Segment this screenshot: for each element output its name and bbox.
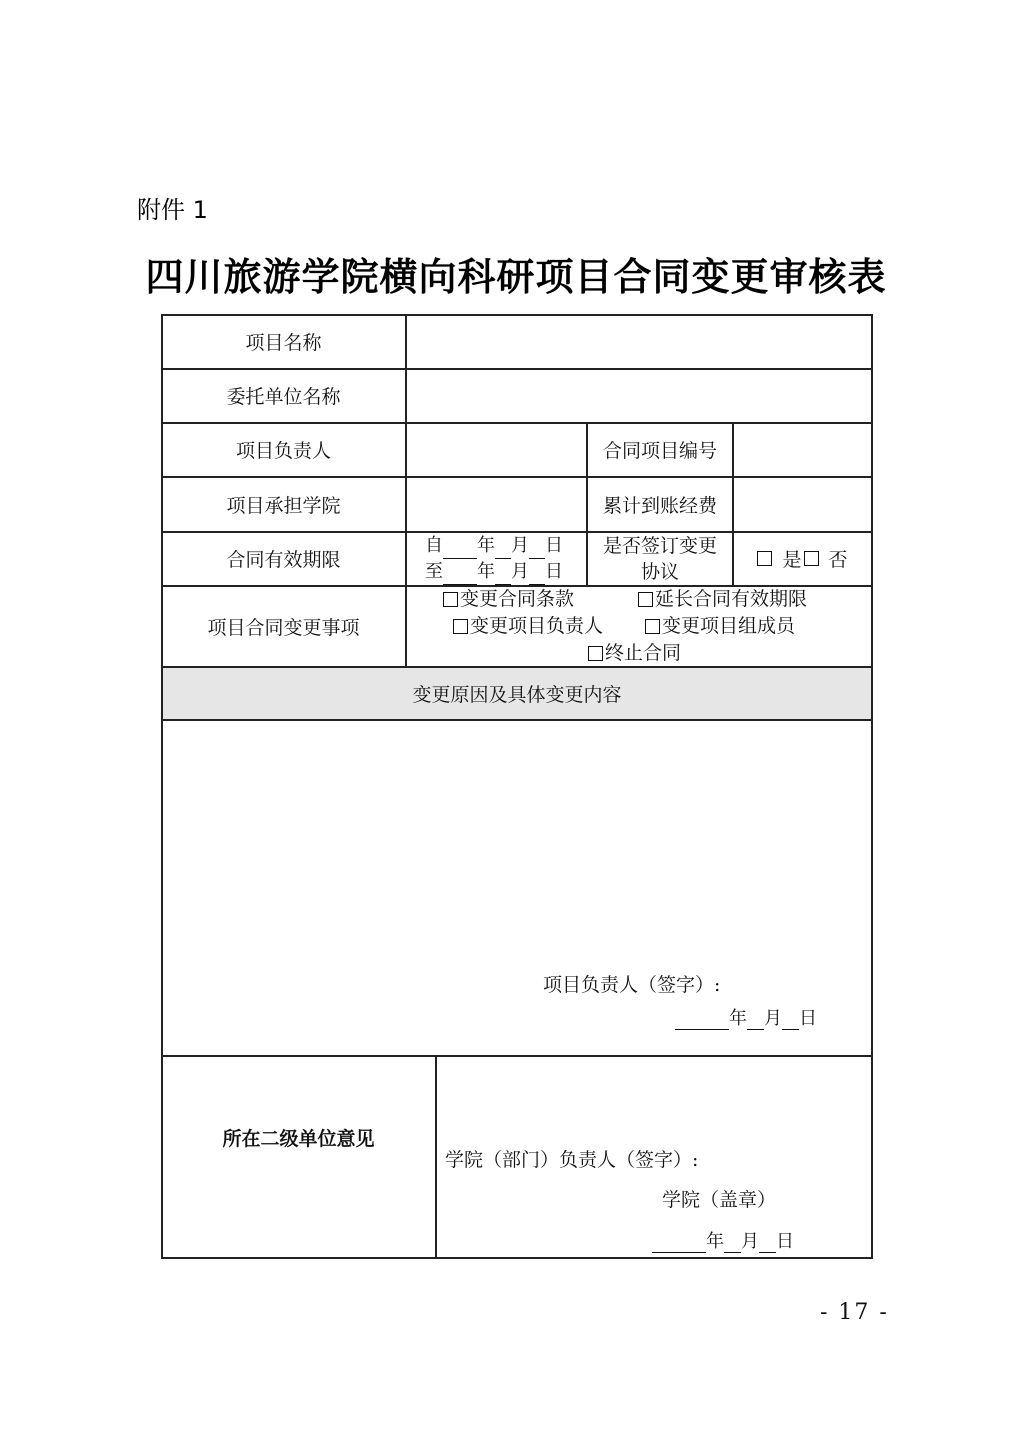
supplement-agreement-label (588, 532, 732, 585)
attachment-label: 附件 1 (137, 196, 208, 224)
change-option-row (407, 640, 871, 667)
change-option-row (407, 586, 871, 613)
day-suffix: 日 (545, 561, 563, 582)
month-suffix: 月 (511, 535, 529, 556)
leader-signature-label: 项目负责人（签字）: (543, 974, 721, 996)
change-items-options (407, 586, 871, 666)
to-day-blank[interactable] (529, 566, 545, 585)
supplement-label-line1: 是否签订变更 (602, 534, 717, 557)
reason-header: 变更原因及具体变更内容 (412, 683, 622, 706)
validity-to-line (407, 559, 586, 585)
funds-received-label: 累计到账经费 (602, 494, 717, 517)
change-members-label: 变更项目组成员 (662, 615, 796, 637)
college-field[interactable] (407, 477, 586, 531)
client-unit-label: 委托单位名称 (226, 386, 341, 408)
change-terms-checkbox[interactable] (443, 592, 458, 607)
project-name-field[interactable] (407, 315, 871, 368)
yes-label: 是 (782, 549, 802, 571)
yes-checkbox[interactable] (757, 551, 772, 566)
supplement-agreement-options (734, 532, 871, 585)
opinion-date (652, 1227, 794, 1253)
day-suffix: 日 (545, 535, 563, 556)
to-year-blank[interactable] (443, 566, 477, 585)
year-blank[interactable] (652, 1234, 706, 1253)
extend-validity-checkbox[interactable] (638, 592, 653, 607)
year-blank[interactable] (675, 1011, 729, 1030)
month-suffix: 月 (741, 1231, 759, 1252)
college-label: 项目承担学院 (226, 494, 341, 517)
validity-label: 合同有效期限 (226, 549, 341, 571)
year-suffix: 年 (477, 535, 495, 556)
opinion-label: 所在二级单位意见 (222, 1127, 375, 1150)
month-blank[interactable] (724, 1234, 741, 1253)
change-members-checkbox[interactable] (645, 619, 660, 634)
change-terms-label: 变更合同条款 (460, 588, 575, 610)
year-suffix: 年 (729, 1008, 747, 1029)
change-leader-label: 变更项目负责人 (470, 615, 604, 637)
form-title: 四川旅游学院横向科研项目合同变更审核表 (145, 255, 887, 299)
from-day-blank[interactable] (529, 540, 545, 559)
year-suffix: 年 (706, 1231, 724, 1252)
dept-head-signature-label: 学院（部门）负责人（签字）: (445, 1149, 699, 1171)
from-prefix: 自 (425, 535, 443, 556)
project-name-label: 项目名称 (245, 332, 322, 354)
supplement-label-line2: 协议 (640, 560, 679, 583)
change-leader-checkbox[interactable] (453, 619, 468, 634)
year-suffix: 年 (477, 561, 495, 582)
client-unit-field[interactable] (407, 369, 871, 422)
from-month-blank[interactable] (495, 540, 511, 559)
day-suffix: 日 (776, 1231, 794, 1252)
funds-received-field[interactable] (734, 477, 871, 531)
from-year-blank[interactable] (443, 540, 477, 559)
to-prefix: 至 (425, 561, 443, 582)
page-number: - 17 - (820, 1300, 889, 1325)
project-leader-field[interactable] (407, 423, 586, 476)
project-leader-label: 项目负责人 (235, 440, 331, 462)
change-option-row (407, 613, 871, 640)
month-suffix: 月 (764, 1008, 782, 1029)
validity-from-line (407, 533, 586, 559)
day-blank[interactable] (782, 1011, 799, 1030)
college-seal-label: 学院（盖章） (662, 1189, 777, 1211)
terminate-checkbox[interactable] (588, 646, 603, 661)
month-blank[interactable] (747, 1011, 764, 1030)
validity-dates (407, 532, 586, 585)
no-label: 否 (828, 549, 848, 571)
contract-number-field[interactable] (734, 423, 871, 476)
day-blank[interactable] (759, 1234, 776, 1253)
table-border (161, 1257, 873, 1259)
day-suffix: 日 (799, 1008, 817, 1029)
contract-number-label: 合同项目编号 (602, 440, 717, 462)
terminate-label: 终止合同 (605, 642, 682, 664)
change-items-label: 项目合同变更事项 (207, 616, 360, 639)
extend-validity-label: 延长合同有效期限 (655, 588, 808, 610)
leader-signature-date (675, 1004, 817, 1030)
month-suffix: 月 (511, 561, 529, 582)
to-month-blank[interactable] (495, 566, 511, 585)
no-checkbox[interactable] (804, 551, 819, 566)
table-border (871, 314, 873, 1258)
